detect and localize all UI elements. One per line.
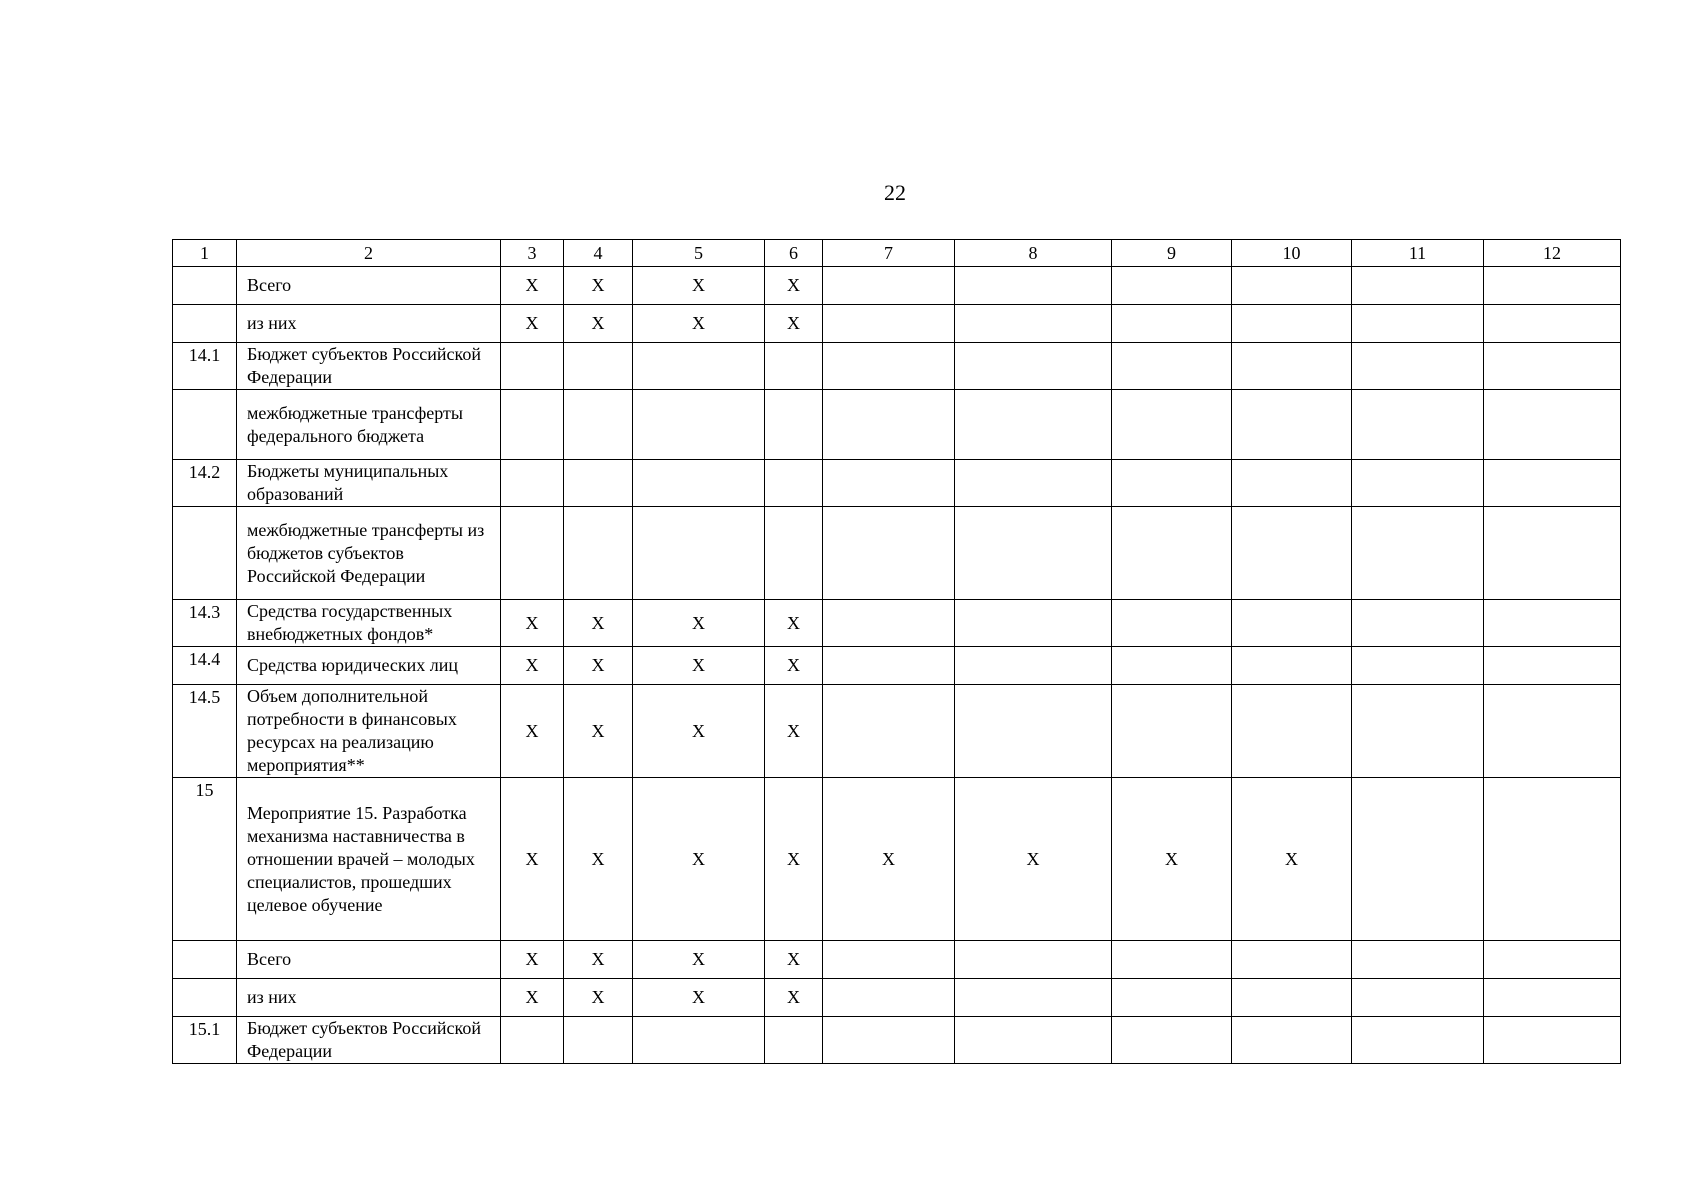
value-cell: X [633, 979, 765, 1017]
value-cell: X [501, 941, 564, 979]
table-row [173, 600, 1621, 647]
value-cell [1232, 1017, 1352, 1064]
value-cell: X [501, 305, 564, 343]
value-cell: X [564, 305, 633, 343]
value-cell [1352, 267, 1484, 305]
value-cell [633, 390, 765, 460]
value-cell [1112, 460, 1232, 507]
value-cell [1112, 507, 1232, 600]
value-cell [823, 267, 955, 305]
value-cell [823, 600, 955, 647]
value-cell: X [1112, 778, 1232, 941]
value-cell [1232, 390, 1352, 460]
table-row [173, 460, 1621, 507]
row-number: 14.1 [173, 343, 237, 390]
row-number [173, 267, 237, 305]
value-cell: X [765, 685, 823, 778]
value-cell: X [633, 267, 765, 305]
value-cell: X [564, 941, 633, 979]
table-row [173, 941, 1621, 979]
value-cell [1232, 685, 1352, 778]
value-cell: X [765, 941, 823, 979]
header-cell: 7 [823, 240, 955, 267]
header-row [173, 240, 1621, 267]
value-cell [1352, 647, 1484, 685]
value-cell [765, 460, 823, 507]
value-cell: X [633, 778, 765, 941]
row-name: из них [237, 305, 501, 343]
value-cell: X [633, 600, 765, 647]
value-cell [1112, 305, 1232, 343]
value-cell [1484, 390, 1621, 460]
value-cell [1484, 460, 1621, 507]
value-cell: X [564, 685, 633, 778]
value-cell: X [564, 600, 633, 647]
row-name: Бюджет субъектов Российской Федерации [237, 1017, 501, 1064]
table-row [173, 305, 1621, 343]
value-cell [955, 1017, 1112, 1064]
row-number [173, 507, 237, 600]
value-cell [1352, 941, 1484, 979]
value-cell [1352, 390, 1484, 460]
value-cell: X [765, 647, 823, 685]
value-cell [501, 390, 564, 460]
value-cell [633, 460, 765, 507]
budget-table [172, 239, 1621, 1064]
value-cell [823, 941, 955, 979]
value-cell [823, 460, 955, 507]
table-row [173, 267, 1621, 305]
value-cell [765, 507, 823, 600]
value-cell: X [564, 647, 633, 685]
row-name: Бюджет субъектов Российской Федерации [237, 343, 501, 390]
table-row [173, 979, 1621, 1017]
row-name: межбюджетные трансферты из бюджетов субъектов Российской Федерации [237, 507, 501, 600]
value-cell [823, 1017, 955, 1064]
row-name: из них [237, 979, 501, 1017]
row-number: 14.4 [173, 647, 237, 685]
value-cell: X [765, 778, 823, 941]
value-cell [1484, 685, 1621, 778]
value-cell: X [633, 647, 765, 685]
value-cell [955, 390, 1112, 460]
value-cell: X [501, 267, 564, 305]
row-number: 14.2 [173, 460, 237, 507]
value-cell [1352, 600, 1484, 647]
value-cell [955, 647, 1112, 685]
value-cell: X [765, 305, 823, 343]
table-row [173, 507, 1621, 600]
value-cell [501, 343, 564, 390]
value-cell [1352, 778, 1484, 941]
value-cell [1352, 305, 1484, 343]
value-cell [633, 1017, 765, 1064]
row-number: 15.1 [173, 1017, 237, 1064]
value-cell [955, 305, 1112, 343]
value-cell [1352, 460, 1484, 507]
header-cell: 9 [1112, 240, 1232, 267]
value-cell [1352, 1017, 1484, 1064]
table-row [173, 685, 1621, 778]
row-name: Бюджеты муниципальных образований [237, 460, 501, 507]
value-cell [955, 343, 1112, 390]
value-cell [955, 979, 1112, 1017]
value-cell [1232, 600, 1352, 647]
value-cell [765, 343, 823, 390]
value-cell: X [564, 778, 633, 941]
row-number [173, 979, 237, 1017]
value-cell [955, 600, 1112, 647]
value-cell [955, 267, 1112, 305]
header-cell: 12 [1484, 240, 1621, 267]
value-cell [955, 460, 1112, 507]
value-cell [1232, 979, 1352, 1017]
row-name: Средства юридических лиц [237, 647, 501, 685]
value-cell: X [501, 778, 564, 941]
value-cell [955, 941, 1112, 979]
value-cell [765, 390, 823, 460]
value-cell [823, 685, 955, 778]
value-cell [1112, 267, 1232, 305]
table-row [173, 343, 1621, 390]
row-name: Средства государственных внебюджетных фондов* [237, 600, 501, 647]
row-number [173, 390, 237, 460]
header-cell: 6 [765, 240, 823, 267]
value-cell [1352, 685, 1484, 778]
value-cell: X [955, 778, 1112, 941]
value-cell [1112, 600, 1232, 647]
table-row [173, 390, 1621, 460]
value-cell [1112, 1017, 1232, 1064]
row-name: Всего [237, 941, 501, 979]
value-cell: X [1232, 778, 1352, 941]
value-cell [564, 390, 633, 460]
value-cell [1232, 460, 1352, 507]
value-cell: X [564, 979, 633, 1017]
value-cell: X [633, 685, 765, 778]
row-name: Объем дополнительной потребности в финансовых ресурсах на реализацию мероприятия** [237, 685, 501, 778]
value-cell [1112, 979, 1232, 1017]
value-cell [1352, 979, 1484, 1017]
header-cell: 8 [955, 240, 1112, 267]
value-cell: X [564, 267, 633, 305]
value-cell [1484, 507, 1621, 600]
value-cell: X [501, 979, 564, 1017]
value-cell: X [633, 305, 765, 343]
value-cell [1352, 343, 1484, 390]
header-cell: 5 [633, 240, 765, 267]
value-cell [765, 1017, 823, 1064]
row-number: 14.3 [173, 600, 237, 647]
value-cell [564, 460, 633, 507]
row-number [173, 941, 237, 979]
value-cell: X [633, 941, 765, 979]
value-cell [1112, 685, 1232, 778]
row-number: 15 [173, 778, 237, 941]
value-cell: X [765, 267, 823, 305]
table-row [173, 778, 1621, 941]
header-cell: 11 [1352, 240, 1484, 267]
value-cell [1484, 305, 1621, 343]
row-name: Всего [237, 267, 501, 305]
row-number [173, 305, 237, 343]
value-cell [1484, 647, 1621, 685]
value-cell [1352, 507, 1484, 600]
value-cell [1232, 267, 1352, 305]
value-cell [501, 1017, 564, 1064]
value-cell [1232, 647, 1352, 685]
value-cell [564, 1017, 633, 1064]
row-number: 14.5 [173, 685, 237, 778]
value-cell [823, 305, 955, 343]
value-cell [1484, 343, 1621, 390]
value-cell [823, 979, 955, 1017]
row-name: межбюджетные трансферты федерального бюджета [237, 390, 501, 460]
value-cell: X [823, 778, 955, 941]
value-cell [823, 507, 955, 600]
value-cell [1112, 343, 1232, 390]
value-cell [1232, 305, 1352, 343]
value-cell [501, 460, 564, 507]
value-cell [823, 343, 955, 390]
value-cell [501, 507, 564, 600]
value-cell [564, 343, 633, 390]
value-cell: X [501, 647, 564, 685]
table-row [173, 647, 1621, 685]
value-cell [1484, 941, 1621, 979]
value-cell [1484, 600, 1621, 647]
value-cell [564, 507, 633, 600]
value-cell [1232, 941, 1352, 979]
header-cell: 4 [564, 240, 633, 267]
value-cell [1112, 390, 1232, 460]
page-number: 22 [884, 180, 906, 205]
value-cell [955, 685, 1112, 778]
value-cell: X [501, 600, 564, 647]
value-cell [1112, 647, 1232, 685]
header-cell: 3 [501, 240, 564, 267]
value-cell [955, 507, 1112, 600]
value-cell [823, 390, 955, 460]
value-cell [1112, 941, 1232, 979]
value-cell [1484, 979, 1621, 1017]
header-cell: 10 [1232, 240, 1352, 267]
value-cell [1484, 1017, 1621, 1064]
value-cell [1232, 507, 1352, 600]
value-cell [1484, 267, 1621, 305]
header-cell: 1 [173, 240, 237, 267]
value-cell: X [501, 685, 564, 778]
header-cell: 2 [237, 240, 501, 267]
value-cell [1484, 778, 1621, 941]
value-cell: X [765, 600, 823, 647]
value-cell [1232, 343, 1352, 390]
row-name: Мероприятие 15. Разработка механизма наставничества в отношении врачей – молодых специалистов, прошедших целевое обучение [237, 778, 501, 941]
value-cell [633, 507, 765, 600]
value-cell: X [765, 979, 823, 1017]
table-row [173, 1017, 1621, 1064]
value-cell [633, 343, 765, 390]
value-cell [823, 647, 955, 685]
